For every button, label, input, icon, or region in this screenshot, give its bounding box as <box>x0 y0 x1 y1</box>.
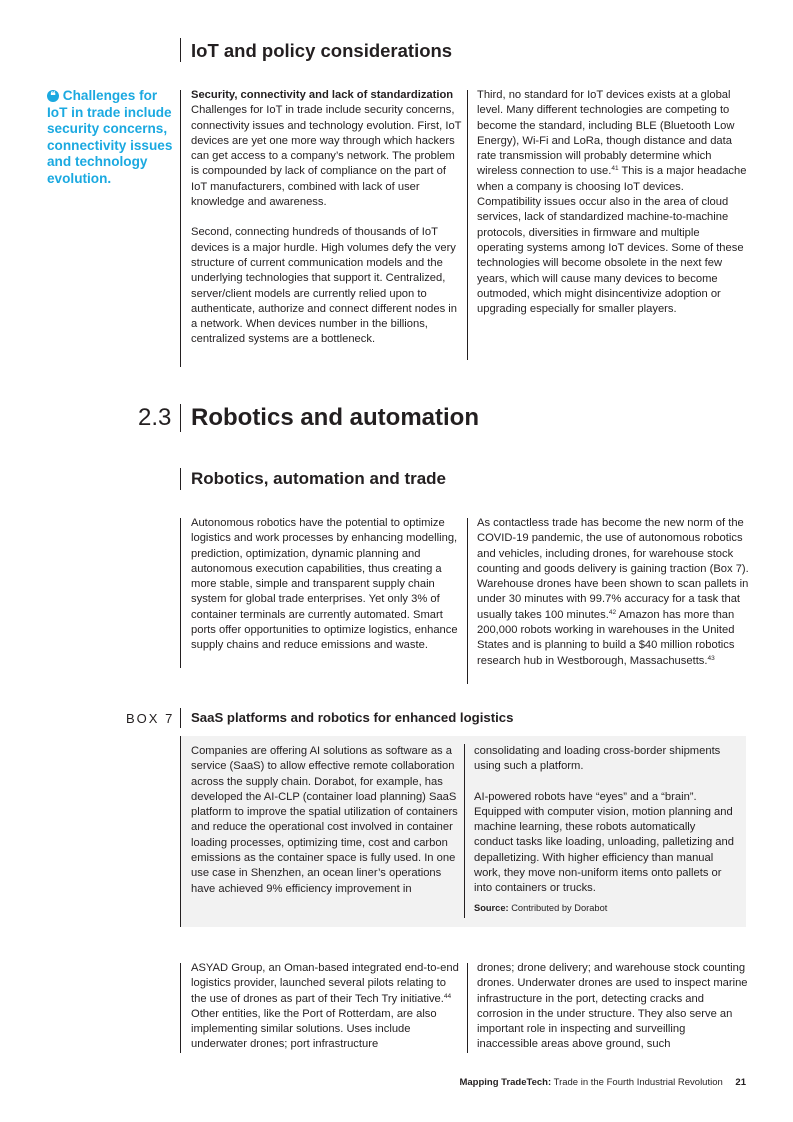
box-col2-rule <box>464 744 465 918</box>
pullquote-text: Challenges for IoT in trade include security concerns, connectivity issues and technology evolution. <box>47 88 173 186</box>
footnote-ref: 43 <box>707 654 715 662</box>
quote-icon: ❝ <box>47 90 59 102</box>
box-column-1 <box>191 744 461 912</box>
iot-heading: IoT and policy considerations <box>191 40 453 61</box>
box-label: BOX 7 <box>126 711 175 726</box>
robotics-paragraph-1: Autonomous robotics have the potential to optimize logistics and work processes by enhancing modelling, prediction, optimization, dynamic planning and autonomous execution capabilities, thus creating a more stable, simple and transparent supply chain system for global trade enterprises. Yet only 3% of container terminals are currently automated. Smart ports offer opportunities to optimize logistics, enhance supply chains and reduce emissions and waste. <box>191 517 458 652</box>
footnote-ref: 42 <box>608 608 617 616</box>
box-paragraph-3: AI-powered robots have “eyes” and a “brain”. Equipped with computer vision, motion planning and machine learning, these robots automatically conduct tasks like loading, unloading, palletizing and depalletizing. With higher efficiency than manual work, they move non-uniform items onto pallets or into containers or trucks. <box>474 790 734 895</box>
box-title-rule <box>180 708 181 728</box>
footnote-ref: 41 <box>611 165 619 173</box>
iot-subheading: Security, connectivity and lack of standardization <box>191 89 454 101</box>
iot-heading-rule <box>180 38 181 62</box>
footnote-ref: 44 <box>443 992 452 1000</box>
iot-paragraph-2: Second, connecting hundreds of thousands of IoT devices is a major hurdle. High volumes defy the very structure of current communication models and the underlying technologies that support it. Centralized, server/client models are currently relied upon to authenticate, authorize and connect different nodes in a network. When devices number in the billions, centralized systems are a bottleneck. <box>191 226 457 346</box>
footer-title-bold: Mapping TradeTech: <box>459 1077 552 1088</box>
pullquote <box>47 88 175 188</box>
section-title: Robotics and automation <box>191 404 479 431</box>
robotics-col1-rule <box>180 518 181 668</box>
section-number: 2.3 <box>138 404 172 431</box>
box-left-rule <box>180 736 181 927</box>
bottom-column-1 <box>191 961 463 1068</box>
bottom-paragraph-1: ASYAD Group, an Oman-based integrated end-to-end logistics provider, launched several pilots relating to the use of drones as part of their Tech Try initiative.$^{44}$ Other entities, like the Port of Rotterdam, are also implementing similar solutions. Uses include underwater drones; port infrastructure <box>191 962 459 1051</box>
iot-col1-rule <box>180 90 181 367</box>
bottom-col2-rule <box>467 963 468 1053</box>
iot-paragraph-3: Third, no standard for IoT devices exists at a global level. Many different technologies are competing to become the standard, including BLE (Bluetooth Low Energy), Wi-Fi and LoRa, though distance and data rate transmission will probably determine which wireless connection to use.$^{41}$ This is a major headache when a company is choosing IoT devices. Compatibility issues occur also in the area of cloud services, lack of standardized machine-to-machine protocols, diversities in firmware and multiple operating systems among IoT devices. Some of these technologies will become obsolete in the next few years, which will cause many devices to become outmoded, which might disincentivize adoption or upgrading especially for smaller players. <box>477 89 747 316</box>
iot-paragraph-1: Challenges for IoT in trade include security concerns, connectivity issues and technology evolution. First, IoT devices are yet one more way through which hackers can get access to a company’s network. The problem is compounded by lack of compliance on the part of IoT manufacturers, combined with lack of user knowledge and awareness. <box>191 104 462 209</box>
box-paragraph-1: Companies are offering AI solutions as software as a service (SaaS) to allow effective remote collaboration across the supply chain. Dorabot, for example, has developed the AI-CLP (container load planning) SaaS platform to improve the spatial utilization of containers and reduce the operational cost involved in container loading processes, optimizing time, cost and carbon emissions as the container space is fully used. In one use case in Shenzhen, an ocean liner’s operations have achieved 9% efficiency improvement in <box>191 745 458 895</box>
robotics-paragraph-2: As contactless trade has become the new norm of the COVID-19 pandemic, the use of autonomous robotics and vehicles, including drones, for warehouse stock counting and goods delivery is gaining traction (Box 7). Warehouse drones have been shown to scan pallets in under 30 minutes with 99.7% accuracy for a task that usually takes 100 minutes.$^{42}$ Amazon has more than 200,000 robots working in warehouses in the United States and is planning to build a $40 million robotics research hub in Westborough, Massachusetts.$^{43}$ <box>477 517 749 667</box>
iot-column-2 <box>477 88 749 332</box>
robotics-col2-rule <box>467 518 468 684</box>
page-footer <box>459 1077 746 1088</box>
bottom-col1-rule <box>180 963 181 1053</box>
box-column-2 <box>474 744 736 916</box>
box-source: Source: Contributed by Dorabot <box>474 902 608 913</box>
iot-col2-rule <box>467 90 468 360</box>
section-subtitle: Robotics, automation and trade <box>191 469 447 488</box>
bottom-paragraph-2: drones; drone delivery; and warehouse stock counting drones. Underwater drones are used to inspect marine infrastructure in the port, detecting cracks and corrosion in the under structure. They also serve an important role in inspecting and surveilling inaccessible areas above ground, such <box>477 962 748 1051</box>
robotics-column-1 <box>191 516 463 669</box>
bottom-column-2 <box>477 961 749 1068</box>
box-title: SaaS platforms and robotics for enhanced logistics <box>191 710 514 725</box>
robotics-column-2 <box>477 516 749 684</box>
page-number: 21 <box>735 1077 746 1088</box>
footer-title: Trade in the Fourth Industrial Revolution <box>551 1077 723 1088</box>
section-rule <box>180 404 181 432</box>
box-paragraph-2: consolidating and loading cross-border shipments using such a platform. <box>474 745 721 773</box>
subtitle-rule <box>180 468 181 490</box>
iot-column-1 <box>191 88 463 363</box>
